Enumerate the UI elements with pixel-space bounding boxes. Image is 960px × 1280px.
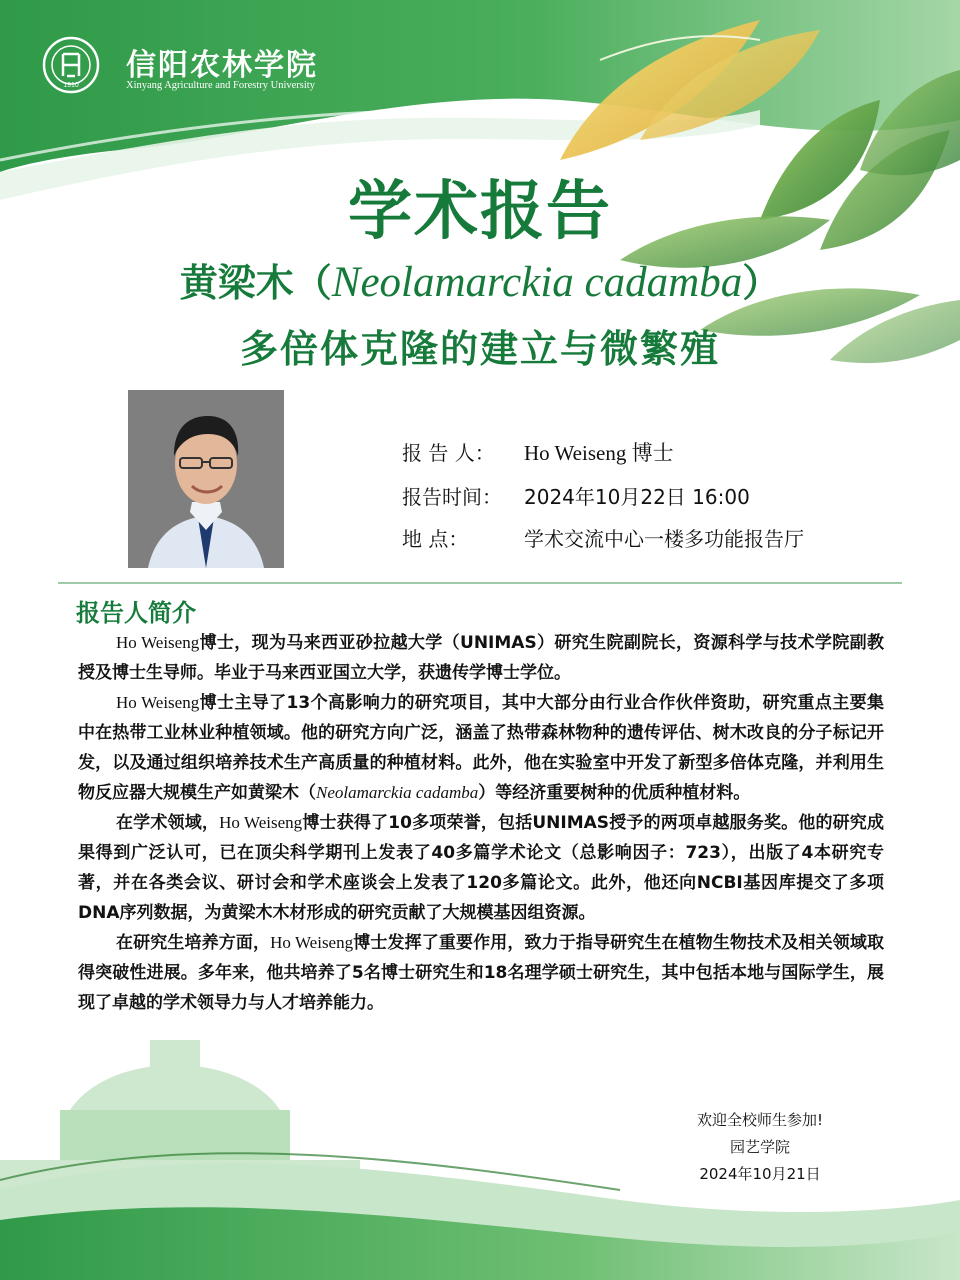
svg-text:1910: 1910 [63, 82, 79, 89]
university-seal-icon [42, 36, 100, 94]
bio-text: ）等经济重要树种的优质种植材料。 [478, 783, 751, 803]
title-cn-part1: 黄梁木（ [179, 261, 332, 305]
bio-text: 博士获得了10多项荣誉，包括UNIMAS授予的两项卓越服务奖。他的研究成果得到广泛认可，已在顶尖科学期刊上发表了40多篇学术论文（总影响因子：723），出版了4本研究专著，并在各类会议、研讨会和学术座谈会上发表了120多篇论文。此外，他还向NCBI基因库提交了多项DNA序列数据，为黄梁木木材形成的研究贡献了大规模基因组资源。 [78, 813, 884, 923]
speaker-label: 报 告 人： [402, 441, 495, 465]
speaker-photo [128, 390, 284, 568]
bio-text: 在研究生培养方面， [116, 933, 271, 953]
page-title: 学术报告 [348, 175, 612, 249]
bio-paragraph-1 [78, 628, 884, 688]
section-divider [58, 582, 902, 584]
report-title-line2: 多倍体克隆的建立与微繁殖 [239, 327, 720, 371]
organizer-name: 园艺学院 [729, 1138, 790, 1156]
bio-body [78, 628, 884, 1018]
speaker-row [402, 437, 674, 467]
bio-paragraph-2 [78, 688, 884, 808]
title-cn-part2: ） [742, 261, 781, 305]
place-row [402, 523, 804, 552]
closing-block [660, 1107, 860, 1188]
place-label: 地 点： [402, 527, 469, 551]
speaker-name: Ho Weiseng [219, 813, 303, 832]
university-logo [42, 36, 322, 96]
time-label: 报告时间： [402, 485, 502, 509]
university-name-en: Xinyang Agriculture and Forestry University [126, 80, 315, 91]
report-title-line1 [0, 252, 960, 307]
issue-date: 2024年10月21日 [699, 1165, 821, 1183]
bio-text: 博士发挥了重要作用，致力于指导研究生在植物生物技术及相关领域取得突破性进展。多年来，他共培养了5名博士研究生和18名理学硕士研究生，其中包括本地与国际学生，展现了卓越的学术领导力与人才培养能力。 [78, 933, 885, 1013]
title-latin-name: Neolamarckia cadamba [331, 259, 743, 306]
bio-paragraph-4 [78, 928, 884, 1018]
university-name-cn: 信阳农林学院 [126, 48, 318, 83]
speaker-name: Ho Weiseng [116, 633, 200, 652]
place-value: 学术交流中心一楼多功能报告厅 [524, 527, 804, 551]
speaker-value: Ho Weiseng 博士 [524, 441, 674, 465]
bio-heading: 报告人简介 [76, 599, 196, 627]
speaker-name: Ho Weiseng [116, 693, 200, 712]
latin-name: Neolamarckia cadamba [316, 783, 479, 802]
time-value: 2024年10月22日 16:00 [524, 485, 750, 509]
speaker-name: Ho Weiseng [270, 933, 354, 952]
welcome-text: 欢迎全校师生参加! [696, 1111, 823, 1129]
bio-text: 在学术领域， [116, 813, 220, 833]
time-row [402, 481, 750, 510]
bio-text: 博士主导了13个高影响力的研究项目，其中大部分由行业合作伙伴资助，研究重点主要集中在热带工业林业种植领域。他的研究方向广泛，涵盖了热带森林物种的遗传评估、树木改良的分子标记开发，以及通过组织培养技术生产高质量的种植材料。此外，他在实验室中开发了新型多倍体克隆，并利用生物反应器大规模生产如黄梁木（ [78, 693, 885, 803]
bio-text: 博士，现为马来西亚砂拉越大学（UNIMAS）研究生院副院长，资源科学与技术学院副教授及博士生导师。毕业于马来西亚国立大学，获遗传学博士学位。 [78, 633, 884, 683]
bio-paragraph-3 [78, 808, 884, 928]
